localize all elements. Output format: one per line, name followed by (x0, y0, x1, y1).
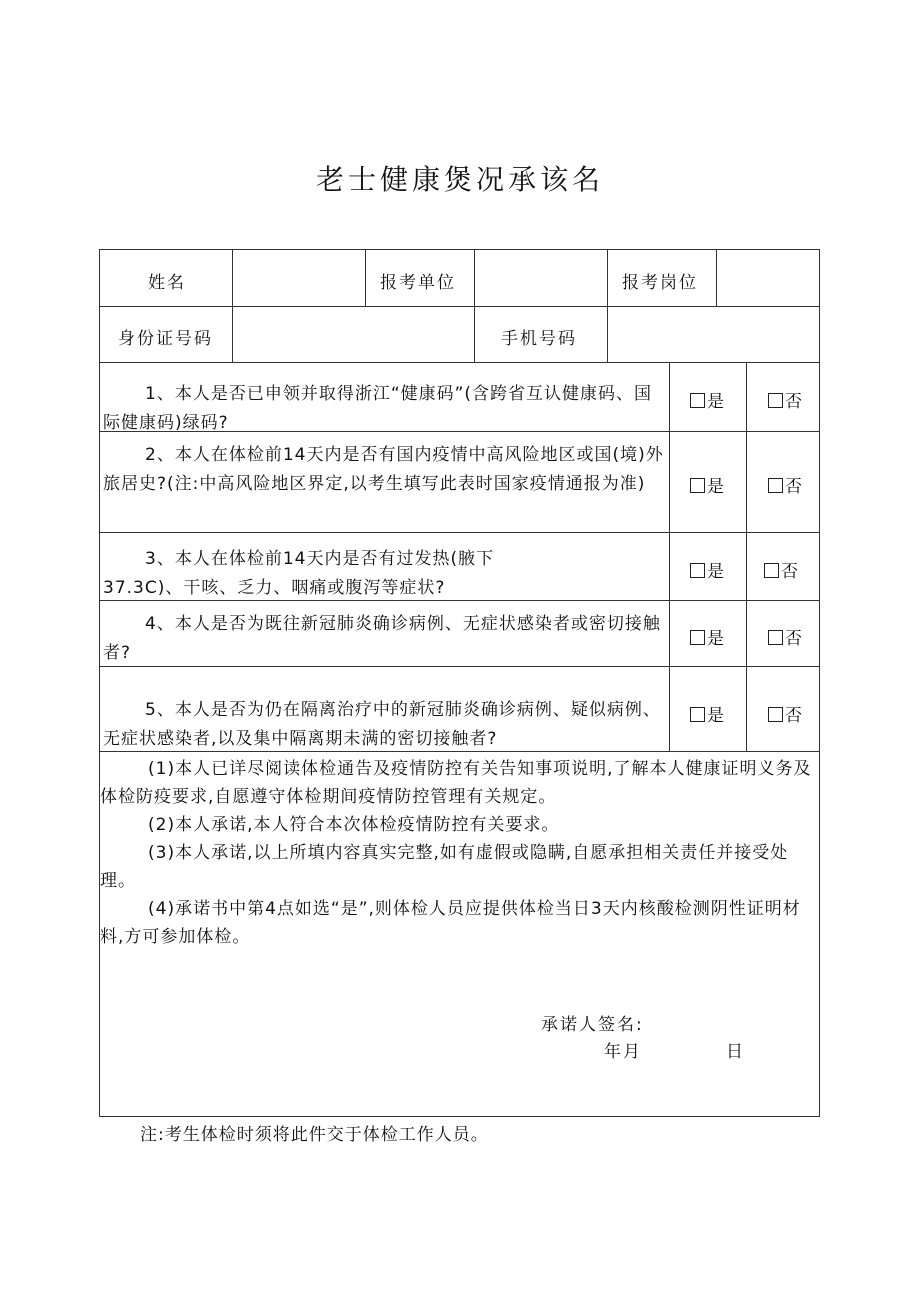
checkbox-icon[interactable] (690, 707, 705, 722)
checkbox-icon[interactable] (768, 478, 783, 493)
id-field[interactable] (233, 307, 473, 361)
checkbox-icon[interactable] (690, 393, 705, 408)
phone-field[interactable] (608, 307, 819, 361)
id-label: 身份证号码 (118, 329, 213, 349)
question-1: 1、本人是否已申领并取得浙江“健康码”(含跨省互认健康码、国际健康码)绿码? (103, 384, 653, 433)
statement-4: (4)承诺书中第4点如选“是”,则体检人员应提供体检当日3天内核酸检测阴性证明材料,方可参加体检。 (100, 899, 801, 947)
question-4: 4、本人是否为既往新冠肺炎确诊病例、无症状感染者或密切接触者? (103, 614, 661, 663)
checkbox-icon[interactable] (690, 630, 705, 645)
post-field[interactable] (717, 250, 819, 305)
col-divider (607, 249, 608, 306)
checkbox-icon[interactable] (764, 563, 779, 578)
footer-note: 注:考生体检时须将此件交于体检工作人员。 (140, 1125, 489, 1145)
phone-label: 手机号码 (501, 329, 577, 349)
date-year-month: 年月 (604, 1042, 642, 1062)
signature-field[interactable] (660, 1006, 810, 1032)
checkbox-icon[interactable] (768, 393, 783, 408)
post-label: 报考岗位 (622, 273, 698, 293)
col-divider (365, 249, 366, 306)
statement-1: (1)本人已详尽阅读体检通告及疫情防控有关告知事项说明,了解本人健康证明义务及体检防疫要求,自愿遵守体检期间疫情防控管理有关规定。 (100, 759, 812, 807)
col-divider (474, 306, 475, 362)
name-field[interactable] (233, 250, 364, 305)
page-title: 老士健康煲况承该名 (315, 163, 604, 196)
q2-yes-option[interactable]: 是 (690, 472, 724, 497)
checkbox-icon[interactable] (768, 707, 783, 722)
statement-2: (2)本人承诺,本人符合本次体检疫情防控有关要求。 (148, 815, 560, 835)
row-divider (99, 532, 820, 533)
unit-field[interactable] (475, 250, 606, 305)
question-2: 2、本人在体检前14天内是否有国内疫情中高风险地区或国(境)外旅居史?(注:中高风险地区界定,以考生填写此表时国家疫情通报为准) (103, 445, 664, 494)
q4-no-option[interactable]: 否 (768, 624, 802, 649)
checkbox-icon[interactable] (690, 563, 705, 578)
checkbox-icon[interactable] (768, 630, 783, 645)
q3-yes-option[interactable]: 是 (690, 557, 724, 582)
q5-no-option[interactable]: 否 (768, 701, 802, 726)
signature-label: 承诺人签名: (541, 1015, 644, 1035)
date-day: 日 (726, 1042, 745, 1062)
name-label: 姓名 (148, 273, 186, 293)
question-5: 5、本人是否为仍在隔离治疗中的新冠肺炎确诊病例、疑似病例、无症状感染者,以及集中隔离期未满的密切接触者? (103, 700, 661, 749)
statement-3: (3)本人承诺,以上所填内容真实完整,如有虚假或隐瞒,自愿承担相关责任并接受处理。 (100, 843, 789, 891)
q3-no-option[interactable]: 否 (764, 557, 798, 582)
question-3: 3、本人在体检前14天内是否有过发热(腋下37.3C)、干咳、乏力、咽痛或腹泻等症状? (103, 549, 495, 598)
q1-no-option[interactable]: 否 (768, 387, 802, 412)
commitment-statements (100, 755, 812, 951)
q2-no-option[interactable]: 否 (768, 472, 802, 497)
q5-yes-option[interactable]: 是 (690, 701, 724, 726)
checkbox-icon[interactable] (690, 478, 705, 493)
col-divider (746, 362, 747, 751)
q1-yes-option[interactable]: 是 (690, 387, 724, 412)
q4-yes-option[interactable]: 是 (690, 624, 724, 649)
unit-label: 报考单位 (380, 273, 456, 293)
row-divider (99, 362, 820, 363)
col-divider (669, 362, 670, 751)
